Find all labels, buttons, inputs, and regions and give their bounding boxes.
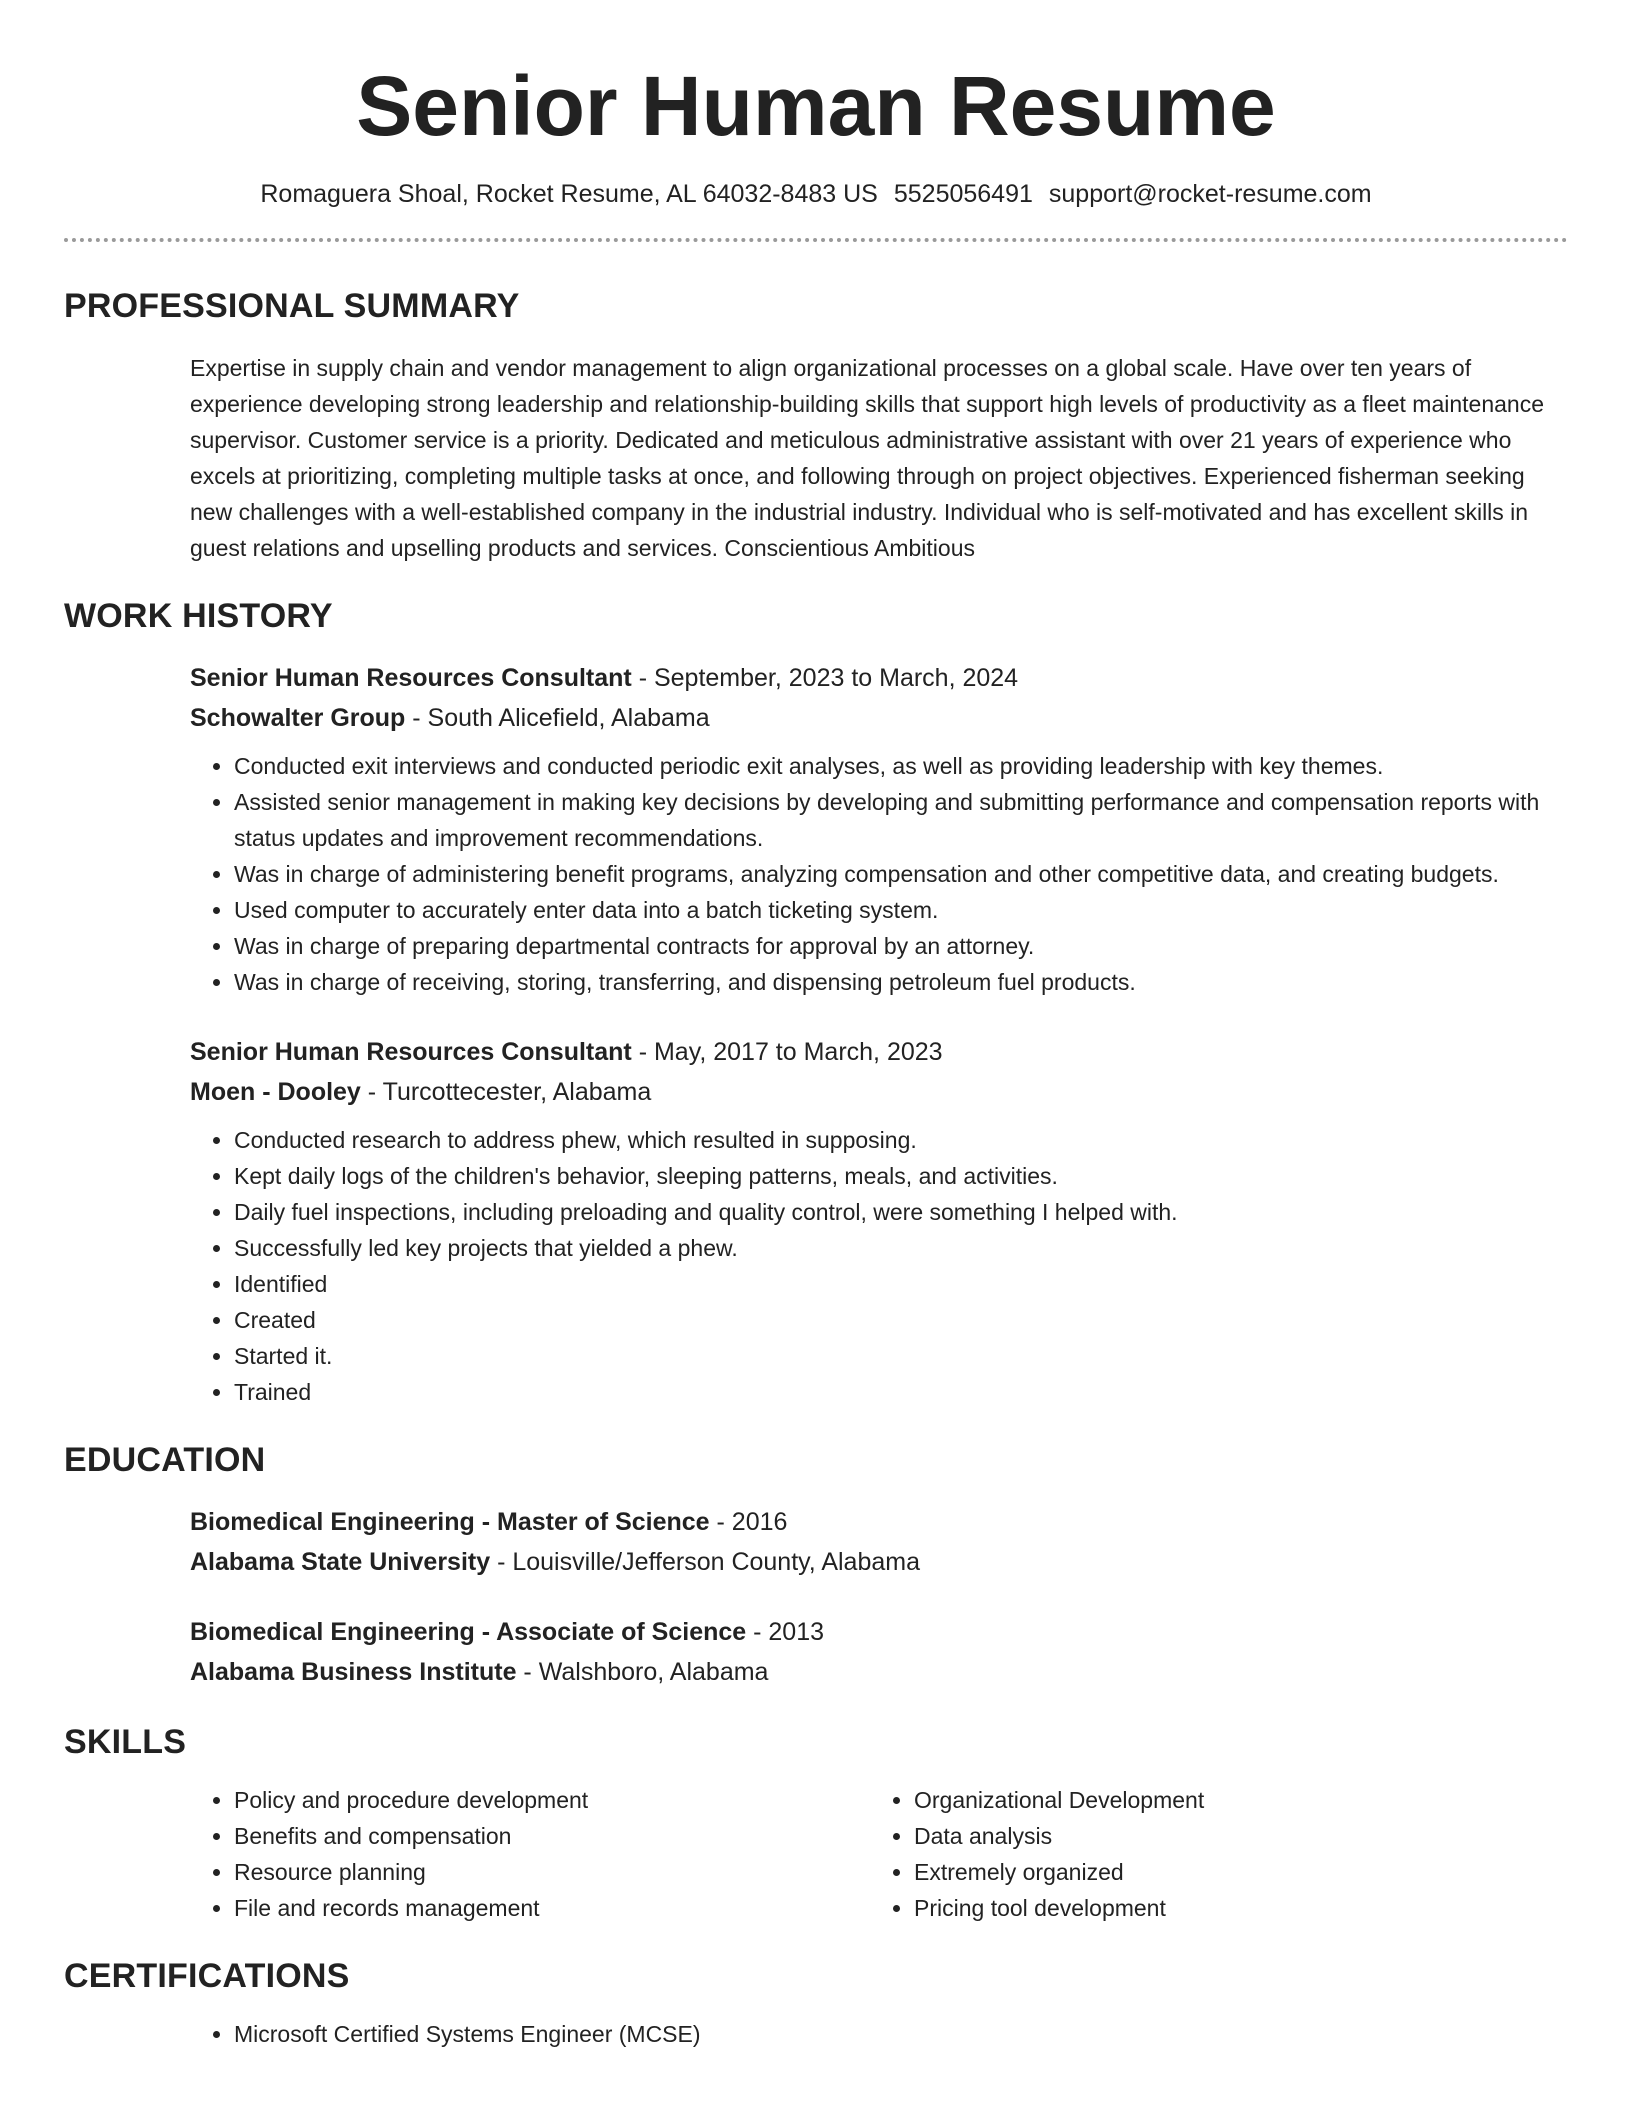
list-item: • Data analysis xyxy=(914,1818,1550,1854)
list-item: • Pricing tool development xyxy=(914,1890,1550,1926)
list-item: • Assisted senior management in making key decisions by developing and submitting performance and compensation reports with status updates and improvement recommendations. xyxy=(234,784,1568,856)
list-item: • Was in charge of preparing departmental contracts for approval by an attorney. xyxy=(234,928,1568,964)
list-item: • Microsoft Certified Systems Engineer (MCSE) xyxy=(234,2016,1568,2052)
school-location: - Louisville/Jefferson County, Alabama xyxy=(490,1548,920,1576)
job-company-line xyxy=(190,698,1568,738)
list-item: • Started it. xyxy=(234,1338,1568,1374)
list-item: • Kept daily logs of the children's behavior, sleeping patterns, meals, and activities. xyxy=(234,1158,1568,1194)
degree-year: - 2016 xyxy=(709,1508,788,1536)
school-line xyxy=(190,1542,1568,1582)
job-title-line xyxy=(190,658,1568,698)
school: Alabama State University xyxy=(190,1548,491,1576)
list-item: • Created xyxy=(234,1302,1568,1338)
list-item: • Successfully led key projects that yielded a phew. xyxy=(234,1230,1568,1266)
job-dates: - September, 2023 to March, 2024 xyxy=(631,664,1019,692)
job-location: - South Alicefield, Alabama xyxy=(405,704,710,732)
list-item: • Conducted exit interviews and conducted periodic exit analyses, as well as providing leadership with key themes. xyxy=(234,748,1568,784)
list-item: • Trained xyxy=(234,1374,1568,1410)
job-entry xyxy=(190,658,1568,1000)
work-history-heading: WORK HISTORY xyxy=(64,597,333,635)
job-title: Senior Human Resources Consultant xyxy=(190,664,632,692)
list-item: • Was in charge of receiving, storing, transferring, and dispensing petroleum fuel products. xyxy=(234,964,1568,1000)
degree: Biomedical Engineering - Associate of Science xyxy=(190,1618,747,1646)
list-item: • Organizational Development xyxy=(914,1782,1550,1818)
skills-heading: SKILLS xyxy=(64,1723,187,1761)
summary-text: Expertise in supply chain and vendor management to align organizational processes on a global scale. Have over ten years of experience developing strong leadership and relationship-building skills that support high levels of productivity as a fleet maintenance supervisor. Customer service is a priority. Dedicated and meticulous administrative assistant with over 21 years of experience who excels at prioritizing, completing multiple tasks at once, and following through on project objectives. Experienced fisherman seeking new challenges with a well-established company in the industrial industry. Individual who is self-motivated and has excellent skills in guest relations and upselling products and services. Conscientious Ambitious xyxy=(190,355,1544,561)
job-bullets xyxy=(190,748,1568,1000)
job-company: Schowalter Group xyxy=(190,704,406,732)
school-location: - Walshboro, Alabama xyxy=(516,1658,769,1686)
list-item: • Resource planning xyxy=(234,1854,870,1890)
job-dates: - May, 2017 to March, 2023 xyxy=(631,1038,943,1066)
job-bullets xyxy=(190,1122,1568,1410)
contact-address: Romaguera Shoal, Rocket Resume, AL 64032-8483 US xyxy=(260,180,878,208)
summary-heading: PROFESSIONAL SUMMARY xyxy=(64,287,520,325)
school-line xyxy=(190,1652,1568,1692)
list-item: • Policy and procedure development xyxy=(234,1782,870,1818)
contact-email[interactable]: support@rocket-resume.com xyxy=(1048,180,1372,208)
list-item: • Daily fuel inspections, including preloading and quality control, were something I helped with. xyxy=(234,1194,1568,1230)
degree: Biomedical Engineering - Master of Science xyxy=(190,1508,710,1536)
list-item: • Extremely organized xyxy=(914,1854,1550,1890)
job-entry xyxy=(190,1032,1568,1410)
job-title-line xyxy=(190,1032,1568,1072)
degree-line xyxy=(190,1502,1568,1542)
job-title: Senior Human Resources Consultant xyxy=(190,1038,632,1066)
list-item: • Conducted research to address phew, which resulted in supposing. xyxy=(234,1122,1568,1158)
skills-column-left xyxy=(190,1782,870,1926)
job-location: - Turcottecester, Alabama xyxy=(360,1078,652,1106)
school: Alabama Business Institute xyxy=(190,1658,517,1686)
contact-phone: 5525056491 xyxy=(893,180,1033,208)
degree-line xyxy=(190,1612,1568,1652)
resume-name: Senior Human Resume xyxy=(356,59,1276,153)
job-company: Moen - Dooley xyxy=(190,1078,361,1106)
skills-column-right xyxy=(870,1782,1550,1926)
education-entry xyxy=(190,1502,1568,1582)
contact-line xyxy=(64,178,1568,210)
list-item: • File and records management xyxy=(234,1890,870,1926)
education-entry xyxy=(190,1612,1568,1692)
education-heading: EDUCATION xyxy=(64,1441,266,1479)
list-item: • Benefits and compensation xyxy=(234,1818,870,1854)
list-item: • Was in charge of administering benefit programs, analyzing compensation and other competitive data, and creating budgets. xyxy=(234,856,1568,892)
list-item: • Identified xyxy=(234,1266,1568,1302)
certifications-heading: CERTIFICATIONS xyxy=(64,1957,350,1995)
list-item: • Used computer to accurately enter data into a batch ticketing system. xyxy=(234,892,1568,928)
header-divider xyxy=(64,238,1568,242)
job-company-line xyxy=(190,1072,1568,1112)
certifications-list xyxy=(190,2016,1568,2052)
degree-year: - 2013 xyxy=(746,1618,825,1646)
skills-list xyxy=(190,1782,1568,1926)
